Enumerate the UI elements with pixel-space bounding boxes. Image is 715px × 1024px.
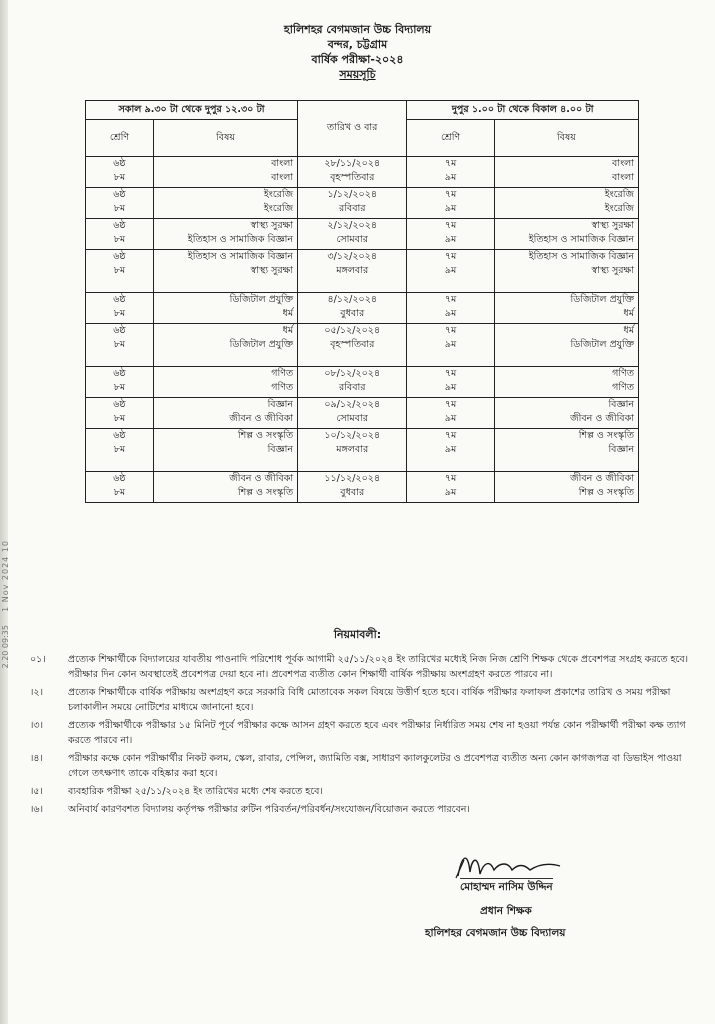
cell-text: শিল্প ও সংস্কৃতি xyxy=(237,430,294,441)
cell-text: ডিজিটাল প্রযুক্তি xyxy=(229,294,294,305)
cell-text: বৃহস্পতিবার xyxy=(330,339,375,350)
class-header-left: শ্রেণি xyxy=(86,120,154,157)
cell-text: ৭ম xyxy=(444,251,457,262)
class-cell-left xyxy=(86,472,154,503)
cell-text: ৬ষ্ঠ xyxy=(113,325,126,336)
cell-text: রবিবার xyxy=(338,203,366,214)
cell-text: ৯ম xyxy=(444,308,457,319)
cell-text: ৭ম xyxy=(444,368,457,379)
cell-text: ৭ম xyxy=(444,473,457,484)
cell-text: ডিজিটাল প্রযুক্তি xyxy=(229,339,294,350)
cell-text: ধর্ম xyxy=(623,308,634,319)
school-name: হালিশহর বেগমজান উচ্চ বিদ্যালয় xyxy=(283,23,432,36)
schedule-title: সময়সূচি xyxy=(339,68,376,81)
rule-item xyxy=(30,802,690,817)
cell-text: মঙ্গলবার xyxy=(336,265,369,276)
class-cell-right xyxy=(407,219,494,250)
cell-text: ইংরেজি xyxy=(604,189,634,200)
handwritten-signature xyxy=(450,848,570,882)
subject-header-left: বিষয় xyxy=(153,120,297,157)
rule-item xyxy=(30,784,690,799)
cell-text: ৭ম xyxy=(444,430,457,441)
cell-text: ৭ম xyxy=(444,325,457,336)
cell-text: বিজ্ঞান xyxy=(267,444,294,455)
cell-text: ৯ম xyxy=(444,444,457,455)
cell-text: শিল্প ও সংস্কৃতি xyxy=(578,430,634,441)
subject-cell-right xyxy=(494,472,638,503)
cell-text: ২/১২/২০২৪ xyxy=(327,220,378,231)
rule-number: ।৩। xyxy=(30,720,43,731)
subject-header-right: বিষয় xyxy=(494,120,638,157)
class-cell-right xyxy=(407,429,494,472)
table-row xyxy=(86,219,639,250)
cell-text: শিল্প ও সংস্কৃতি xyxy=(578,487,634,498)
cell-text: ৮ম xyxy=(113,265,126,276)
margin-stamp-2: 2.20 09:35 xyxy=(1,625,10,669)
cell-text: ৮ম xyxy=(113,339,126,350)
cell-text: বাংলা xyxy=(271,158,294,169)
cell-text: ০৮/১২/২০২৪ xyxy=(324,368,381,379)
cell-text: ৭ম xyxy=(444,158,457,169)
class-cell-right xyxy=(407,472,494,503)
class-cell-right xyxy=(407,367,494,398)
subject-cell-right xyxy=(494,293,638,324)
date-cell xyxy=(298,250,407,293)
rule-item xyxy=(30,685,690,715)
cell-text: জীবন ও জীবিকা xyxy=(570,473,634,484)
cell-text: গণিত xyxy=(271,368,294,379)
class-cell-right xyxy=(407,157,494,188)
table-row xyxy=(86,429,639,472)
table-row xyxy=(86,472,639,503)
class-header-right: শ্রেণি xyxy=(407,120,494,157)
subject-cell-right xyxy=(494,429,638,472)
cell-text: বাংলা xyxy=(612,158,634,169)
cell-text: ০৯/১২/২০২৪ xyxy=(324,399,381,410)
cell-text: ১/১২/২০২৪ xyxy=(327,189,378,200)
cell-text: স্বাস্থ্য সুরক্ষা xyxy=(250,265,294,276)
subject-cell-left xyxy=(153,367,297,398)
class-cell-right xyxy=(407,188,494,219)
exam-title: বার্ষিক পরীক্ষা-২০২৪ xyxy=(311,53,404,66)
cell-text: ৭ম xyxy=(444,220,457,231)
subject-cell-left xyxy=(153,472,297,503)
cell-text: ৮ম xyxy=(113,203,126,214)
scan-edge xyxy=(0,0,8,1024)
subject-cell-left xyxy=(153,324,297,367)
cell-text: ৯ম xyxy=(444,382,457,393)
cell-text: বিজ্ঞান xyxy=(267,399,294,410)
subject-cell-left xyxy=(153,429,297,472)
cell-text: শিল্প ও সংস্কৃতি xyxy=(237,487,294,498)
rule-number: ।৫। xyxy=(30,786,43,797)
rule-text: অনিবার্য কারণবশত বিদ্যালয় কর্তৃপক্ষ পরীক্ষার রুটিন পরিবর্তন/পরিবর্ধন/সংযোজন/বিয়োজন করতে পারবেন। xyxy=(68,804,470,815)
morning-slot: সকাল ৯.৩০ টা থেকে দুপুর ১২.৩০ টা xyxy=(86,101,298,120)
cell-text: বুধবার xyxy=(340,487,365,498)
cell-text: ৯ম xyxy=(444,339,457,350)
document-header xyxy=(0,22,715,82)
rule-number: ।৪। xyxy=(30,753,43,764)
cell-text: গণিত xyxy=(612,382,634,393)
cell-text: ইংরেজি xyxy=(604,203,634,214)
date-cell xyxy=(298,157,407,188)
rule-item xyxy=(30,718,690,748)
date-cell xyxy=(298,219,407,250)
cell-text: ৮ম xyxy=(113,444,126,455)
class-cell-left xyxy=(86,293,154,324)
cell-text: ৬ষ্ঠ xyxy=(113,251,126,262)
cell-text: ধর্ম xyxy=(282,308,294,319)
subject-cell-right xyxy=(494,188,638,219)
cell-text: রবিবার xyxy=(338,382,366,393)
cell-text: ইতিহাস ও সামাজিক বিজ্ঞান xyxy=(187,251,294,262)
cell-text: সোমবার xyxy=(336,234,368,245)
subject-cell-right xyxy=(494,157,638,188)
cell-text: ৬ষ্ঠ xyxy=(113,430,126,441)
cell-text: ০৫/১২/২০২৪ xyxy=(324,325,381,336)
subject-cell-right xyxy=(494,367,638,398)
cell-text: ৯ম xyxy=(444,234,457,245)
margin-stamp: 1 Nov 2024 10 xyxy=(1,540,10,612)
cell-text: ৮ম xyxy=(113,382,126,393)
subject-cell-left xyxy=(153,293,297,324)
school-location: বন্দর, চট্টগ্রাম xyxy=(327,38,388,51)
cell-text: স্বাস্থ্য সুরক্ষা xyxy=(250,220,294,231)
class-cell-right xyxy=(407,398,494,429)
cell-text: ৮ম xyxy=(113,172,126,183)
cell-text: ডিজিটাল প্রযুক্তি xyxy=(570,339,634,350)
rule-text: প্রত্যেক শিক্ষার্থীকে বিদ্যালয়ের যাবতীয় পাওনাদি পরিশোধ পূর্বক আগামী ২৫/১১/২০২৪ ইং তারিখের মধ্যেই নিজ নিজ শ্রেণি শিক্ষক থেকে প্রবেশপত্র সংগ্রহ করতে হবে। পরীক্ষার দিন কোন অবস্থাতেই প্রবেশপত্র দেয়া হবে না। প্রবেশপত্র ব্যতীত কোন শিক্ষার্থী বার্ষিক পরীক্ষায় অংশগ্রহণ করতে পারবে না। xyxy=(68,654,689,680)
cell-text: ধর্ম xyxy=(282,325,294,336)
cell-text: ৬ষ্ঠ xyxy=(113,158,126,169)
cell-text: ৯ম xyxy=(444,203,457,214)
cell-text: ৬ষ্ঠ xyxy=(113,399,126,410)
cell-text: জীবন ও জীবিকা xyxy=(229,473,294,484)
signatory-name: মোহাম্মদ নাসিম উদ্দিন xyxy=(460,878,553,897)
class-cell-left xyxy=(86,429,154,472)
class-cell-left xyxy=(86,219,154,250)
class-cell-left xyxy=(86,157,154,188)
class-cell-right xyxy=(407,293,494,324)
rule-text: প্রত্যেক শিক্ষার্থীকে বার্ষিক পরীক্ষায় অংশগ্রহণ করে সরকারি বিধি মোতাবেক সকল বিষয়ে উত্তীর্ণ হতে হবে। বার্ষিক পরীক্ষার ফলাফল প্রকাশের তারিখ ও সময় পরীক্ষা চলাকালীন সময়ে নোটিশের মাধ্যমে জানানো হবে। xyxy=(68,687,671,713)
rule-number: ।২। xyxy=(30,687,43,698)
cell-text: ৩/১২/২০২৪ xyxy=(327,251,378,262)
cell-text: বাংলা xyxy=(612,172,634,183)
date-header: তারিখ ও বার xyxy=(298,101,407,157)
table-row xyxy=(86,293,639,324)
date-cell xyxy=(298,398,407,429)
subject-cell-left xyxy=(153,398,297,429)
cell-text: ইংরেজি xyxy=(263,189,294,200)
class-cell-left xyxy=(86,188,154,219)
rule-item xyxy=(30,652,690,682)
cell-text: বৃহস্পতিবার xyxy=(330,172,375,183)
class-cell-left xyxy=(86,324,154,367)
cell-text: ৯ম xyxy=(444,265,457,276)
cell-text: ৭ম xyxy=(444,399,457,410)
rule-text: পরীক্ষার কক্ষে কোন পরীক্ষার্থীর নিকট কলম, স্কেল, রাবার, পেন্সিল, জ্যামিতি বক্স, সাধারণ ক্যালকুলেটর ও প্রবেশপত্র ব্যতীত অন্য কোন কাগজপত্র বা ডিভাইস পাওয়া গেলে তৎক্ষণাৎ তাকে বহিষ্কার করা হবে। xyxy=(68,753,682,779)
table-row xyxy=(86,398,639,429)
class-cell-left xyxy=(86,367,154,398)
cell-text: ৯ম xyxy=(444,413,457,424)
cell-text: ৬ষ্ঠ xyxy=(113,220,126,231)
date-cell xyxy=(298,188,407,219)
rule-item xyxy=(30,751,690,781)
cell-text: ৭ম xyxy=(444,189,457,200)
cell-text: মঙ্গলবার xyxy=(336,444,369,455)
cell-text: বাংলা xyxy=(271,172,294,183)
cell-text: ২৮/১১/২০২৪ xyxy=(324,158,381,169)
class-cell-right xyxy=(407,250,494,293)
class-cell-right xyxy=(407,324,494,367)
table-row xyxy=(86,324,639,367)
cell-text: ৮ম xyxy=(113,308,126,319)
cell-text: ৯ম xyxy=(444,172,457,183)
cell-text: জীবন ও জীবিকা xyxy=(229,413,294,424)
class-cell-left xyxy=(86,250,154,293)
cell-text: ৮ম xyxy=(113,413,126,424)
rules-list xyxy=(30,652,690,820)
cell-text: ৯ম xyxy=(444,487,457,498)
rule-text: ব্যবহারিক পরীক্ষা ২৫/১১/২০২৪ ইং তারিখের মধ্যে শেষ করতে হবে। xyxy=(68,786,323,797)
cell-text: ৭ম xyxy=(444,294,457,305)
cell-text: ৬ষ্ঠ xyxy=(113,473,126,484)
cell-text: জীবন ও জীবিকা xyxy=(570,413,634,424)
cell-text: স্বাস্থ্য সুরক্ষা xyxy=(591,220,634,231)
date-cell xyxy=(298,472,407,503)
rule-number: ০১। xyxy=(30,654,46,665)
date-cell xyxy=(298,293,407,324)
cell-text: ১০/১২/২০২৪ xyxy=(324,430,381,441)
cell-text: ৬ষ্ঠ xyxy=(113,294,126,305)
cell-text: ধর্ম xyxy=(623,325,634,336)
cell-text: ৬ষ্ঠ xyxy=(113,368,126,379)
table-row xyxy=(86,188,639,219)
slot-row xyxy=(86,101,639,120)
cell-text: গণিত xyxy=(271,382,294,393)
cell-text: ইতিহাস ও সামাজিক বিজ্ঞান xyxy=(187,234,294,245)
table-row xyxy=(86,367,639,398)
class-cell-left xyxy=(86,398,154,429)
cell-text: ৮ম xyxy=(113,487,126,498)
table-row xyxy=(86,250,639,293)
rule-text: প্রত্যেক পরীক্ষার্থীকে পরীক্ষার ১৫ মিনিট পূর্বে পরীক্ষার কক্ষে আসন গ্রহণ করতে হবে এবং পরীক্ষার নির্ধারিত সময় শেষ না হওয়া পর্যন্ত কোন পরীক্ষার্থী পরীক্ষা কক্ষ ত্যাগ করতে পারবে না। xyxy=(68,720,686,746)
cell-text: ইতিহাস ও সামাজিক বিজ্ঞান xyxy=(528,251,634,262)
date-cell xyxy=(298,429,407,472)
rules-title: নিয়মাবলী: xyxy=(333,628,382,641)
cell-text: বিজ্ঞান xyxy=(608,444,634,455)
signatory-role: প্রধান শিক্ষক xyxy=(480,905,532,917)
cell-text: ইংরেজি xyxy=(263,203,294,214)
subject-cell-left xyxy=(153,219,297,250)
cell-text: বুধবার xyxy=(340,308,365,319)
cell-text: স্বাস্থ্য সুরক্ষা xyxy=(591,265,634,276)
table-row xyxy=(86,157,639,188)
subject-cell-right xyxy=(494,398,638,429)
signatory-school: হালিশহর বেগমজান উচ্চ বিদ্যালয় xyxy=(425,927,566,939)
cell-text: বিজ্ঞান xyxy=(608,399,634,410)
cell-text: ৪/১২/২০২৪ xyxy=(327,294,378,305)
cell-text: সোমবার xyxy=(336,413,368,424)
afternoon-slot: দুপুর ১.০০ টা থেকে বিকাল ৪.০০ টা xyxy=(407,101,639,120)
cell-text: গণিত xyxy=(612,368,634,379)
cell-text: ডিজিটাল প্রযুক্তি xyxy=(570,294,634,305)
subject-cell-left xyxy=(153,188,297,219)
subject-cell-right xyxy=(494,219,638,250)
cell-text: ৬ষ্ঠ xyxy=(113,189,126,200)
cell-text: ১১/১২/২০২৪ xyxy=(324,473,381,484)
cell-text: ইতিহাস ও সামাজিক বিজ্ঞান xyxy=(528,234,634,245)
subject-cell-left xyxy=(153,250,297,293)
cell-text: ৮ম xyxy=(113,234,126,245)
date-cell xyxy=(298,367,407,398)
subject-cell-right xyxy=(494,324,638,367)
subject-cell-right xyxy=(494,250,638,293)
date-cell xyxy=(298,324,407,367)
subject-cell-left xyxy=(153,157,297,188)
exam-routine-table xyxy=(85,100,639,503)
rule-number: ।৬। xyxy=(30,804,43,815)
